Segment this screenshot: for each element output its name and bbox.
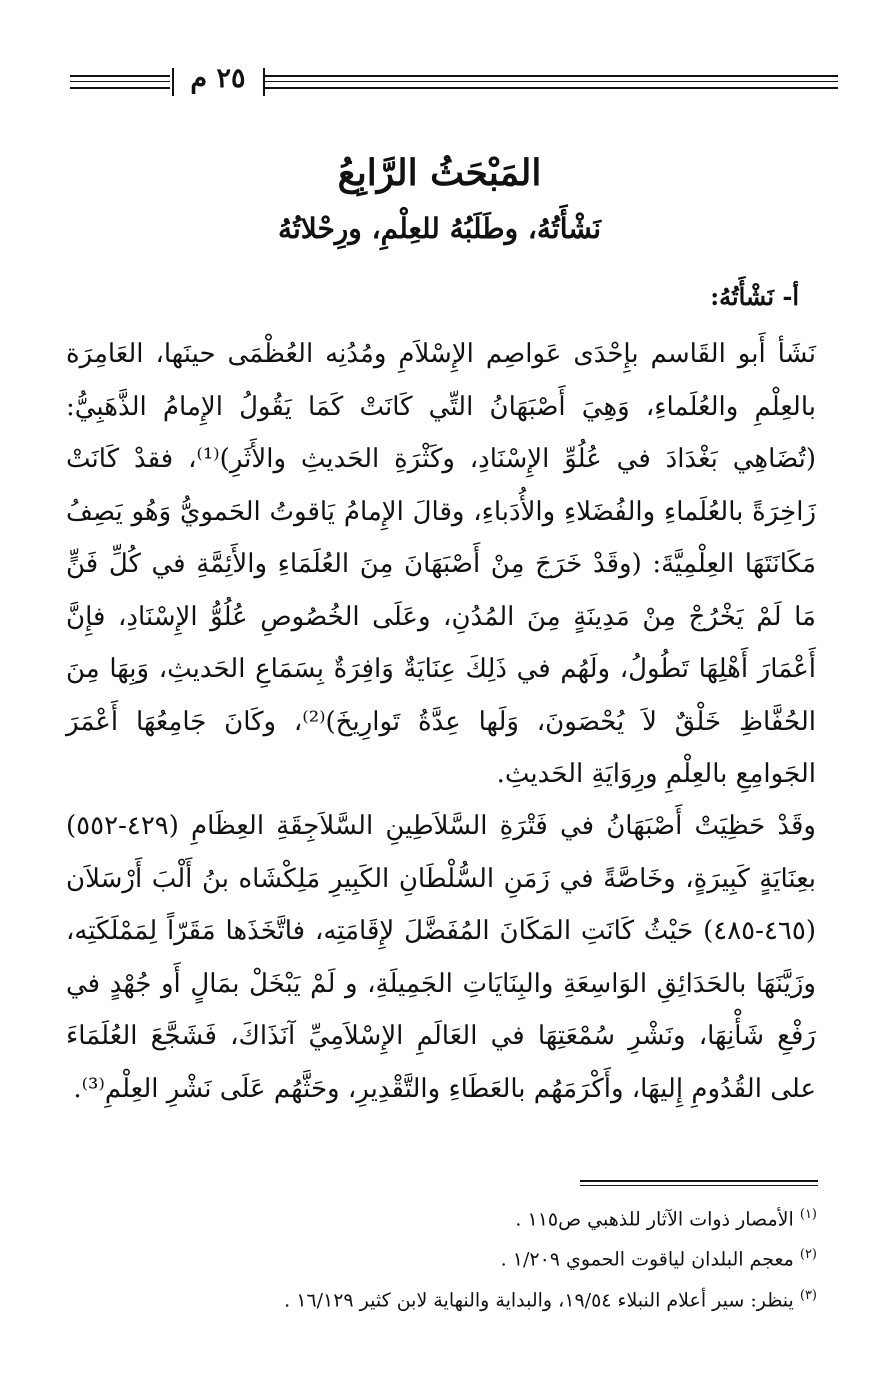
footnote [57,1278,817,1318]
body-paragraph [66,800,816,1115]
chapter-title: المَبْحَثُ الرَّابِعُ [337,152,542,194]
header-rule [265,75,838,77]
footnote [57,1237,817,1277]
page-header [60,62,838,102]
chapter-subtitle: نَشْأَتُهُ، وطَلَبُهُ للعِلْمِ، ورِحْلاتُهُ [277,212,602,245]
header-rule [70,75,170,77]
footnote-text: ينظر: سير أعلام النبلاء ١٩/٥٤، والبداية والنهاية لابن كثير ١٦/١٢٩ . [284,1288,794,1311]
section-label: أ- نَشْأَتُهُ: [710,282,799,311]
footnote-separator [580,1180,818,1186]
header-bar [172,68,174,96]
header-rule [265,81,838,82]
footnote-mark: (٣) [799,1287,817,1303]
header-bar [263,68,265,96]
body-paragraph [66,328,816,801]
footnote-mark: (١) [799,1207,817,1222]
footnote [57,1197,817,1237]
header-rule [70,81,170,82]
footnote-text: الأمصار ذوات الآثار للذهبي ص١١٥ . [515,1208,794,1231]
paragraph-text: نَشَأ أَبو القَاسم بإِحْدَى عَواصِم الإِسْلاَمِ ومُدُنِه العُظْمَى حينَها، العَامِرَة بالعِلْمِ والعُلَماءِ، وَهِيَ أَصْبَهَانُ التِّي كَانَتْ كَمَا يَقُولُ الإِمامُ الذَّهَبِيُّ: (تُضَاهِي بَغْدَادَ في عُلُوِّ الإِسْنَادِ، وكَثْرَةِ الحَديثِ والأَثَرِ)⁽¹⁾، فقدْ كَانَتْ زَاخِرَةً بالعُلَماءِ والفُضَلاءِ والأُدَباءِ، وقالَ الإِمامُ يَاقوتُ الحَمويُّ وَهُو يَصِفُ مَكَانَتَهَا العِلْمِيَّةَ: (وقَدْ خَرَجَ مِنْ أَصْبَهَانَ مِنَ العُلَمَاءِ والأَئِمَّةِ في كُلِّ فَنٍّ مَا لَمْ يَخْرُجْ مِنْ مَدِينَةٍ مِنَ المُدُنِ، وعَلَى الخُصُوصِ عُلُوُّ الإِسْنَادِ، فإِنَّ أَعْمَارَ أَهْلِهَا تَطُولُ، ولَهُم في ذَلِكَ عِنَايَةٌ وَافِرَةٌ بِسَمَاعِ الحَديثِ، وَبِهَا مِنَ الحُفَّاظِ خَلْقٌ لاَ يُحْصَونَ، وَلَها عِدَّةُ تَوارِيخَ)⁽²⁾، وكَانَ جَامِعُهَا أَعْمَرَ الجَوامِعِ بالعِلْمِ ورِوَايَةِ الحَديثِ. [66,339,816,789]
header-rule [265,87,838,89]
footnote-mark: (٢) [799,1247,817,1263]
footnotes [57,1197,817,1318]
header-rule [70,87,170,89]
paragraph-text: وقَدْ حَظِيَتْ أَصْبَهَانُ في فَتْرَةِ السَّلاَطِينِ السَّلاَجِقَةِ العِظَامِ (٤٢٩-٥٥٢) بعِنَايَةٍ كَبِيرَةٍ، وخَاصَّةً في زَمَنِ السُّلْطَانِ الكَبِيرِ مَلِكْشَاه بنُ أَلْبَ أَرْسَلاَن (٤٦٥-٤٨٥) حَيْثُ كَانَتِ المَكَانَ المُفَضَّلَ لإِقَامَتِه، فاتَّخَذَها مَقَرّاً لِمَمْلَكَتِه، وزَيَّنَهَا بالحَدَائِقِ الوَاسِعَةِ والبِنَايَاتِ الجَمِيلَةِ، و لَمْ يَبْخَلْ بمَالٍ أَو جُهْدٍ في رَفْعِ شَأْنِهَا، ونَشْرِ سُمْعَتِهَا في العَالَمِ الإِسْلاَمِيِّ آنَذَاكَ، فَشَجَّعَ العُلَمَاءَ على القُدُومِ إِليهَا، وأَكْرَمَهُم بالعَطَاءِ والتَّقْدِيرِ، وحَثَّهُم عَلَى نَشْرِ العِلْمِ⁽³⁾. [66,811,816,1104]
footnote-text: معجم البلدان لياقوت الحموي ١/٢٠٩ . [500,1248,794,1271]
page-number: ٢٥ م [190,63,246,94]
